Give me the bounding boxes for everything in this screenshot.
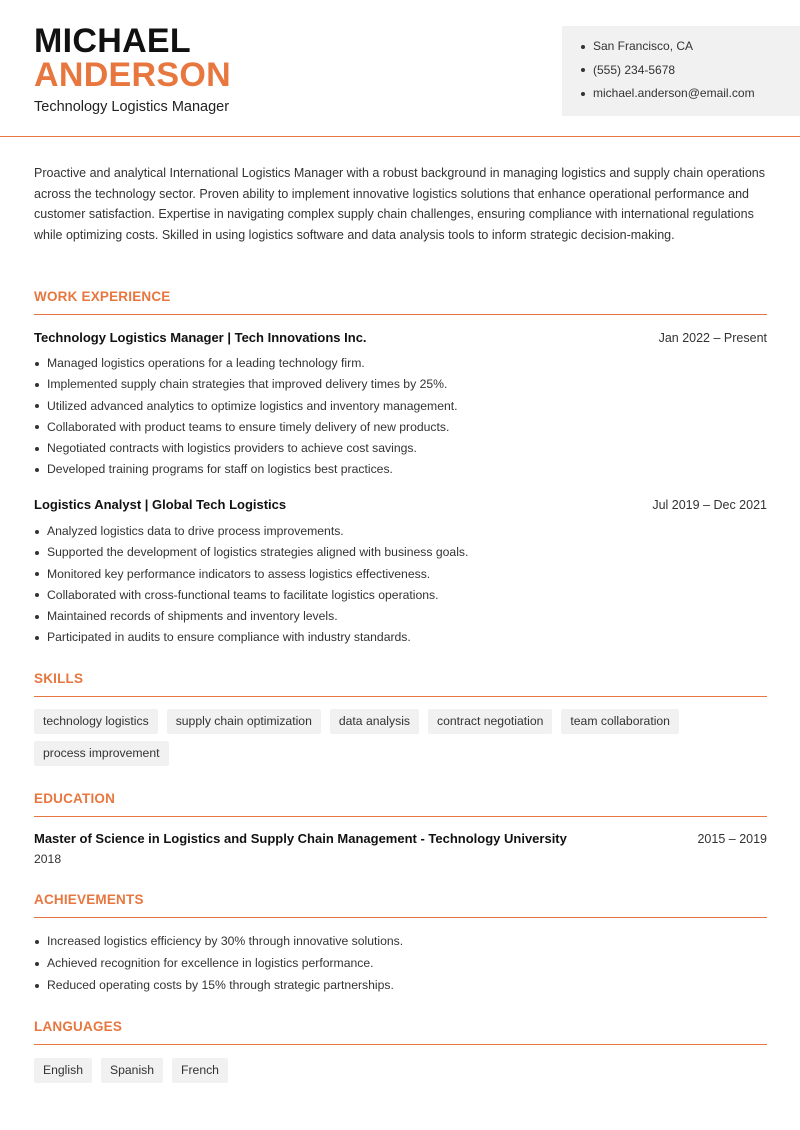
- bullet-icon: [34, 461, 47, 482]
- contact-email: michael.anderson@email.com: [593, 86, 755, 100]
- list-item: Reduced operating costs by 15% through strategic partnerships.: [34, 977, 767, 999]
- bullet-icon: [34, 977, 47, 999]
- last-name: ANDERSON: [34, 56, 231, 94]
- job-2-bullets: [34, 523, 767, 651]
- job-1-bullets: [34, 355, 767, 483]
- bullet-icon: [34, 587, 47, 608]
- skill-tag: team collaboration: [561, 709, 679, 734]
- list-item: Implemented supply chain strategies that improved delivery times by 25%.: [34, 376, 767, 397]
- bullet-icon: [34, 566, 47, 587]
- section-title-work: WORK EXPERIENCE: [34, 289, 767, 315]
- section-title-languages: LANGUAGES: [34, 1019, 767, 1045]
- job-title: Technology Logistics Manager: [34, 99, 230, 115]
- bullet-icon: [34, 419, 47, 440]
- education-year: 2018: [34, 852, 62, 866]
- list-item: Developed training programs for staff on logistics best practices.: [34, 461, 767, 482]
- language-tag: French: [172, 1058, 228, 1083]
- language-tag: Spanish: [101, 1058, 163, 1083]
- language-tag: English: [34, 1058, 92, 1083]
- bullet-icon: [34, 440, 47, 461]
- list-item: Achieved recognition for excellence in logistics performance.: [34, 955, 767, 977]
- list-item: Collaborated with cross-functional teams to facilitate logistics operations.: [34, 587, 767, 608]
- skill-tag: contract negotiation: [428, 709, 552, 734]
- job-1-heading: Technology Logistics Manager | Tech Innovations Inc.: [34, 330, 367, 345]
- bullet-icon: [34, 608, 47, 629]
- skill-tag: technology logistics: [34, 709, 158, 734]
- list-item: Supported the development of logistics strategies aligned with business goals.: [34, 544, 767, 565]
- first-name: MICHAEL: [34, 22, 191, 60]
- job-2-heading: Logistics Analyst | Global Tech Logistics: [34, 497, 287, 512]
- resume-header: [0, 0, 800, 137]
- list-item: Negotiated contracts with logistics providers to achieve cost savings.: [34, 440, 767, 461]
- contact-phone: (555) 234-5678: [593, 62, 676, 77]
- list-item: Collaborated with product teams to ensure timely delivery of new products.: [34, 419, 767, 440]
- section-title-skills: SKILLS: [34, 671, 767, 697]
- achievements-list: [34, 933, 767, 999]
- bullet-icon: [34, 955, 47, 977]
- list-item: Increased logistics efficiency by 30% through innovative solutions.: [34, 933, 767, 955]
- list-item: Participated in audits to ensure compliance with industry standards.: [34, 629, 767, 650]
- section-title-education: EDUCATION: [34, 791, 767, 817]
- job-2-dates: Jul 2019 – Dec 2021: [652, 498, 767, 512]
- list-item: Analyzed logistics data to drive process improvements.: [34, 523, 767, 544]
- list-item: Utilized advanced analytics to optimize logistics and inventory management.: [34, 398, 767, 419]
- bullet-icon: [34, 523, 47, 544]
- bullet-icon: [34, 933, 47, 955]
- list-item: Maintained records of shipments and inventory levels.: [34, 608, 767, 629]
- bullet-icon: [34, 629, 47, 650]
- list-item: Monitored key performance indicators to assess logistics effectiveness.: [34, 566, 767, 587]
- bullet-icon: [34, 544, 47, 565]
- language-tags: [34, 1058, 774, 1090]
- job-1-dates: Jan 2022 – Present: [658, 331, 767, 345]
- contact-location: San Francisco, CA: [593, 39, 694, 53]
- skill-tag: data analysis: [330, 709, 419, 734]
- bullet-icon: [34, 398, 47, 419]
- degree: Master of Science in Logistics and Supply Chain Management - Technology University: [34, 831, 567, 846]
- job-1-row: [34, 330, 767, 345]
- job-2-row: [34, 497, 767, 512]
- skills-tags: [34, 709, 774, 773]
- summary: Proactive and analytical International Logistics Manager with a robust background in managing logistics and supply chain operations across the technology sector. Proven ability to implement innovative logistics solutions that enhance operational performance and customer satisfaction. Expertise in navigating complex supply chain challenges, ensuring compliance with international regulations while optimizing costs. Skilled in using logistics software and data analysis tools to inform strategic decision-making.: [34, 166, 765, 242]
- skill-tag: supply chain optimization: [167, 709, 321, 734]
- bullet-icon: [34, 376, 47, 397]
- skill-tag: process improvement: [34, 741, 169, 766]
- contact-box: [562, 26, 800, 116]
- bullet-icon: [34, 355, 47, 376]
- education-dates: 2015 – 2019: [697, 832, 767, 846]
- education-row: [34, 831, 767, 846]
- list-item: Managed logistics operations for a leading technology firm.: [34, 355, 767, 376]
- section-title-achievements: ACHIEVEMENTS: [34, 892, 767, 918]
